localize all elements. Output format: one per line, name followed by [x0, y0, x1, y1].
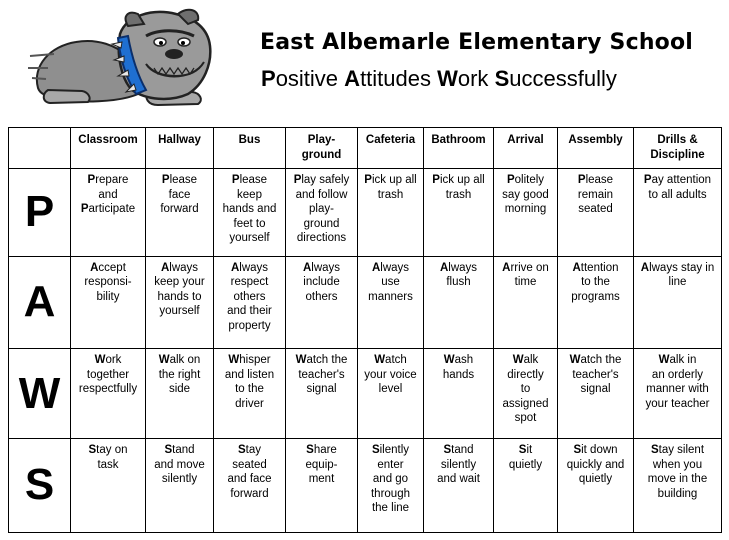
expectation-text: lways stay in line: [649, 261, 715, 289]
expectation-cell: [634, 169, 722, 257]
expectation-text: ash hands: [442, 354, 475, 381]
expectation-initial: P: [364, 174, 372, 186]
expectation-text: repare and: [95, 174, 129, 201]
expectation-cell: [494, 256, 558, 349]
expectation-cell: [358, 256, 424, 349]
expectation-text: lay safely and follow play- ground directions: [295, 174, 350, 244]
expectation-initial: W: [374, 354, 386, 367]
expectation-text: tay seated and face forward: [227, 444, 272, 500]
expectation-initial: S: [371, 444, 380, 457]
expectation-initial: W: [158, 354, 170, 367]
motto-word-rest: ork: [457, 66, 495, 91]
expectation-text: ay attention to all adults: [648, 174, 712, 201]
expectation-cell: [286, 349, 358, 439]
expectation-initial: P: [293, 174, 302, 186]
motto-word-rest: ttitudes: [360, 66, 438, 91]
expectation-initial: S: [573, 444, 582, 457]
column-header: Hallway: [146, 128, 214, 169]
bulldog-mascot-icon: [28, 6, 218, 110]
expectation-text: lways flush: [446, 261, 478, 289]
expectation-cell: [286, 439, 358, 533]
motto-initial: A: [344, 66, 361, 91]
expectation-cell: [358, 169, 424, 257]
motto-initial: S: [494, 66, 510, 91]
expectation-text: atch your voice level: [364, 354, 417, 396]
expectation-text: ilently enter and go through the line: [370, 444, 410, 515]
expectation-initial: S: [306, 444, 314, 457]
column-header: Bus: [214, 128, 286, 169]
expectation-initial: P: [161, 174, 170, 186]
expectation-cell: [494, 169, 558, 257]
expectation-cell: [214, 256, 286, 349]
expectation-text: tay on task: [96, 444, 128, 471]
table-row: [9, 439, 722, 533]
column-header: Assembly: [558, 128, 634, 169]
paws-letter: S: [9, 439, 71, 533]
expectation-initial: P: [80, 203, 89, 215]
expectation-cell: [214, 349, 286, 439]
expectation-cell: [558, 169, 634, 257]
expectation-initial: W: [94, 354, 106, 367]
expectation-initial: A: [160, 261, 170, 274]
expectation-text: ccept responsi- bility: [84, 261, 132, 303]
expectation-cell: [424, 349, 494, 439]
expectation-initial: A: [439, 261, 449, 274]
expectation-text: atch the teacher's signal: [572, 354, 622, 396]
table-row: [9, 169, 722, 257]
expectation-cell: [558, 349, 634, 439]
expectation-cell: [424, 439, 494, 533]
expectation-initial: S: [518, 444, 527, 457]
column-header: Play- ground: [286, 128, 358, 169]
expectation-initial: A: [502, 261, 511, 274]
expectation-cell: [494, 439, 558, 533]
expectation-text: ick up all trash: [371, 174, 417, 201]
expectation-initial: A: [302, 261, 312, 274]
expectation-cell: [494, 349, 558, 439]
expectation-cell: [146, 256, 214, 349]
motto-word-rest: uccessfully: [509, 66, 617, 91]
paws-letter: W: [9, 349, 71, 439]
expectation-cell: [71, 256, 146, 349]
expectation-initial: S: [164, 444, 173, 457]
expectation-cell: [634, 349, 722, 439]
column-header: Bathroom: [424, 128, 494, 169]
expectation-text: tand silently and wait: [437, 444, 480, 486]
paws-letter: P: [9, 169, 71, 257]
expectation-cell: [358, 349, 424, 439]
expectation-text: lways use manners: [368, 261, 413, 303]
expectation-text: it quietly: [508, 444, 543, 471]
expectation-initial: P: [231, 174, 240, 186]
motto-word-rest: ositive: [275, 66, 345, 91]
expectation-cell: [286, 169, 358, 257]
expectation-cell: [71, 169, 146, 257]
expectation-cell: [146, 349, 214, 439]
expectation-initial: A: [90, 261, 99, 274]
expectation-initial: W: [228, 354, 240, 367]
paws-letter: A: [9, 256, 71, 349]
motto-initial: P: [261, 66, 276, 91]
column-header: Classroom: [71, 128, 146, 169]
column-header: Arrival: [494, 128, 558, 169]
expectation-initial: P: [506, 174, 515, 186]
expectation-cell: [634, 439, 722, 533]
expectation-initial: A: [371, 261, 381, 274]
expectation-initial: W: [512, 354, 524, 367]
expectation-initial: S: [237, 444, 246, 457]
school-motto: [261, 66, 617, 92]
expectation-text: ork together respectfully: [78, 354, 138, 396]
expectation-initial: S: [443, 444, 452, 457]
table-header-row: [9, 128, 722, 169]
expectation-cell: [634, 256, 722, 349]
expectation-initial: P: [432, 174, 440, 186]
expectation-cell: [214, 439, 286, 533]
expectation-text: olitely say good morning: [502, 174, 549, 215]
expectation-text: articipate: [88, 203, 136, 215]
expectation-text: rrive on time: [510, 261, 549, 289]
expectation-initial: A: [572, 261, 581, 274]
expectation-cell: [71, 439, 146, 533]
expectation-text: atch the teacher's signal: [298, 354, 348, 396]
expectation-initial: P: [577, 174, 586, 186]
expectation-text: lease keep hands and feet to yourself: [222, 174, 277, 244]
expectation-cell: [424, 169, 494, 257]
expectation-initial: P: [87, 174, 96, 186]
expectation-initial: A: [230, 261, 240, 274]
expectation-initial: W: [443, 354, 455, 367]
expectation-initial: S: [650, 444, 659, 457]
expectation-cell: [214, 169, 286, 257]
expectation-text: hisper and listen to the driver: [224, 354, 275, 410]
expectation-cell: [558, 256, 634, 349]
expectation-initial: P: [643, 174, 652, 186]
column-header: Drills & Discipline: [634, 128, 722, 169]
column-header: Cafeteria: [358, 128, 424, 169]
expectation-cell: [146, 439, 214, 533]
expectation-text: it down quickly and quietly: [566, 444, 625, 486]
motto-initial: W: [437, 66, 458, 91]
expectation-initial: S: [88, 444, 97, 457]
expectation-cell: [424, 256, 494, 349]
paws-expectations-table: [8, 127, 722, 533]
expectation-text: ttention to the programs: [571, 261, 620, 303]
expectation-text: lways include others: [303, 261, 341, 303]
expectation-text: tay silent when you move in the building: [647, 444, 708, 500]
expectation-text: lways respect others and their property: [227, 261, 272, 332]
expectation-cell: [558, 439, 634, 533]
expectation-text: alk in an orderly manner with your teacher: [645, 354, 710, 410]
expectation-initial: W: [569, 354, 581, 367]
expectation-cell: [286, 256, 358, 349]
expectation-text: tand and move silently: [154, 444, 205, 486]
expectation-text: hare equip- ment: [305, 444, 338, 486]
expectation-text: lways keep your hands to yourself: [154, 261, 205, 318]
expectation-cell: [146, 169, 214, 257]
expectation-text: alk directly to assigned spot: [502, 354, 549, 425]
expectation-text: ick up all trash: [439, 174, 485, 201]
header-corner-cell: [9, 128, 71, 169]
expectation-cell: [358, 439, 424, 533]
expectation-cell: [71, 349, 146, 439]
table-row: [9, 256, 722, 349]
expectation-text: lease face forward: [160, 174, 199, 215]
expectation-initial: W: [295, 354, 307, 367]
school-name: East Albemarle Elementary School: [260, 30, 694, 55]
expectation-initial: W: [658, 354, 670, 367]
expectation-initial: A: [640, 261, 650, 274]
table-row: [9, 349, 722, 439]
expectation-text: alk on the right side: [158, 354, 201, 396]
expectation-text: lease remain seated: [577, 174, 614, 215]
